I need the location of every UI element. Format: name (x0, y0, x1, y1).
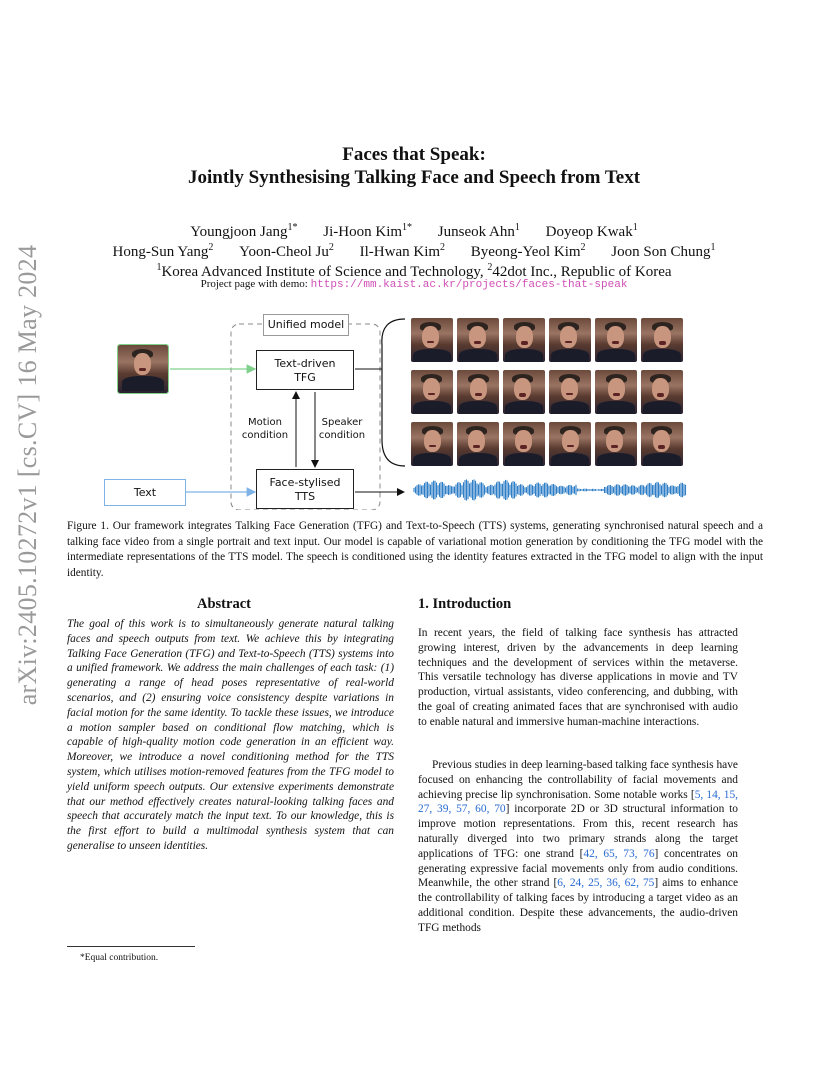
citation-link[interactable]: 42, 65, 73, 76 (583, 847, 655, 860)
video-frame (549, 422, 591, 466)
abstract-text: The goal of this work is to simultaneously generate natural talking faces and speech outputs from text. We achieve this by integrating Talking Face Generation (TFG) and Text-to-Speech (TTS) systems into a unified framework. We address the main challenges of each task: (1) generating a range of head poses representative of real-world scenarios, and (2) ensuring voice consistency despite variations in facial motion for the same identity. To tackle these issues, we introduce a motion sampler based on conditional flow matching, which is capable of high-quality motion code generation in an efficient way. Moreover, we introduce a novel conditioning method for the TTS system, which utilises motion-removed features from the TFG model to yield uniform speech outputs. Our extensive experiments demonstrate that our method effectively creates natural-looking talking faces and speech that accurately match the input text. To our knowledge, this is the first effort to build a multimodal synthesis system that can generalise to unseen identities. (67, 618, 394, 852)
text-driven-tfg-box: Text-driven TFG (256, 350, 354, 390)
citation-link[interactable]: 5, 14, 15, 27, 39, 57, 60, 70 (418, 788, 739, 816)
video-frame (595, 370, 637, 414)
video-frame (411, 422, 453, 466)
video-frame (411, 370, 453, 414)
affiliations: $^1$Korea Advanced Institute of Science and Technology, $^2$42dot Inc., Republic of Korea (156, 262, 672, 280)
video-frame (641, 422, 683, 466)
abstract-heading: Abstract (197, 596, 251, 612)
introduction-heading: 1. Introduction (418, 596, 512, 612)
video-frame (641, 318, 683, 362)
video-frame (411, 318, 453, 362)
author: Yoon-Cheol Ju$^2$ (239, 242, 334, 260)
speech-waveform (414, 479, 686, 500)
intro-paragraph-2: Previous studies in deep learning-based talking face synthesis have focused on enhancing the controllability of facial movements and achieving precise lip synchronisation. Some notable works [5, 14, 15, 27, 39, 57, 60, 70] incorporate 2D or 3D structural information to improve motion representations. From this, recent research has naturally diverged into two primary strands along the target applications of TFG: one strand [42, 65, 73, 76] concentrates on generating expressive facial movements only from audio conditions. Meanwhile, the other strand [6, 24, 25, 36, 62, 75] aims to enhance the controllability of talking faces by introducing a target video as an additional condition. Despite these advancements, the audio-driven TFG methods (418, 759, 739, 934)
author: Ji-Hoon Kim$^{1*}$ (323, 222, 413, 240)
footnote-rule (67, 946, 195, 947)
video-bracket (382, 319, 405, 466)
video-frame (457, 370, 499, 414)
author: Il-Hwan Kim$^2$ (359, 242, 446, 260)
video-frame (503, 422, 545, 466)
citation-link[interactable]: 6, 24, 25, 36, 62, 75 (557, 877, 655, 890)
unified-model-label: Unified model (263, 314, 349, 336)
video-frame (457, 318, 499, 362)
paper-title-line2: Jointly Synthesising Talking Face and Speech from Text (187, 167, 641, 188)
intro-paragraph-1: In recent years, the field of talking face synthesis has attracted growing interest, driven by the advancements in deep learning techniques and the development of services within the metaverse. This versatile technology has diverse applications in movie and TV production, virtual assistants, video conferencing, and dubbing, with the goal of creating animated faces that are synchronised with audio to enable natural and immersive human-machine interactions. (418, 627, 738, 728)
video-frame (503, 370, 545, 414)
author: Joon Son Chung$^1$ (611, 242, 716, 260)
arxiv-identifier: arXiv:2405.10272v1 [cs.CV] 16 May 2024 (13, 244, 42, 706)
author: Hong-Sun Yang$^2$ (112, 242, 214, 260)
video-frame (595, 318, 637, 362)
footnote: *Equal contribution. (80, 953, 159, 963)
video-frame (549, 318, 591, 362)
input-portrait (118, 345, 168, 393)
text-input-box: Text (104, 479, 186, 506)
video-frame (595, 422, 637, 466)
author: Doyeop Kwak$^1$ (545, 222, 638, 240)
video-frame (641, 370, 683, 414)
figure-caption: Figure 1. Our framework integrates Talking Face Generation (TFG) and Text-to-Speech (TTS) systems, generating synchronised natural speech and a talking face video from a single portrait and text input. Our model is capable of variational motion generation by conditioning the TFG model with the intermediate representations of the TTS model. The speech is conditioned using the identity features extracted in the TFG model to align with the input identity. (67, 520, 763, 579)
speaker-condition-label: Speaker condition (318, 417, 366, 441)
paper-title-line1: Faces that Speak: (342, 144, 486, 165)
author: Junseok Ahn$^1$ (437, 222, 520, 240)
video-frame (549, 370, 591, 414)
project-page-link[interactable]: https://mm.kaist.ac.kr/projects/faces-that-speak (310, 279, 628, 291)
author: Byeong-Yeol Kim$^2$ (470, 242, 586, 260)
video-frame (503, 318, 545, 362)
video-frame (457, 422, 499, 466)
author: Youngjoon Jang$^{1*}$ (190, 222, 298, 240)
face-stylised-tts-box: Face-stylised TTS (256, 469, 354, 509)
motion-condition-label: Motion condition (241, 417, 289, 441)
demo-line: Project page with demo: https://mm.kaist.ac.kr/projects/faces-that-speak (200, 278, 628, 291)
